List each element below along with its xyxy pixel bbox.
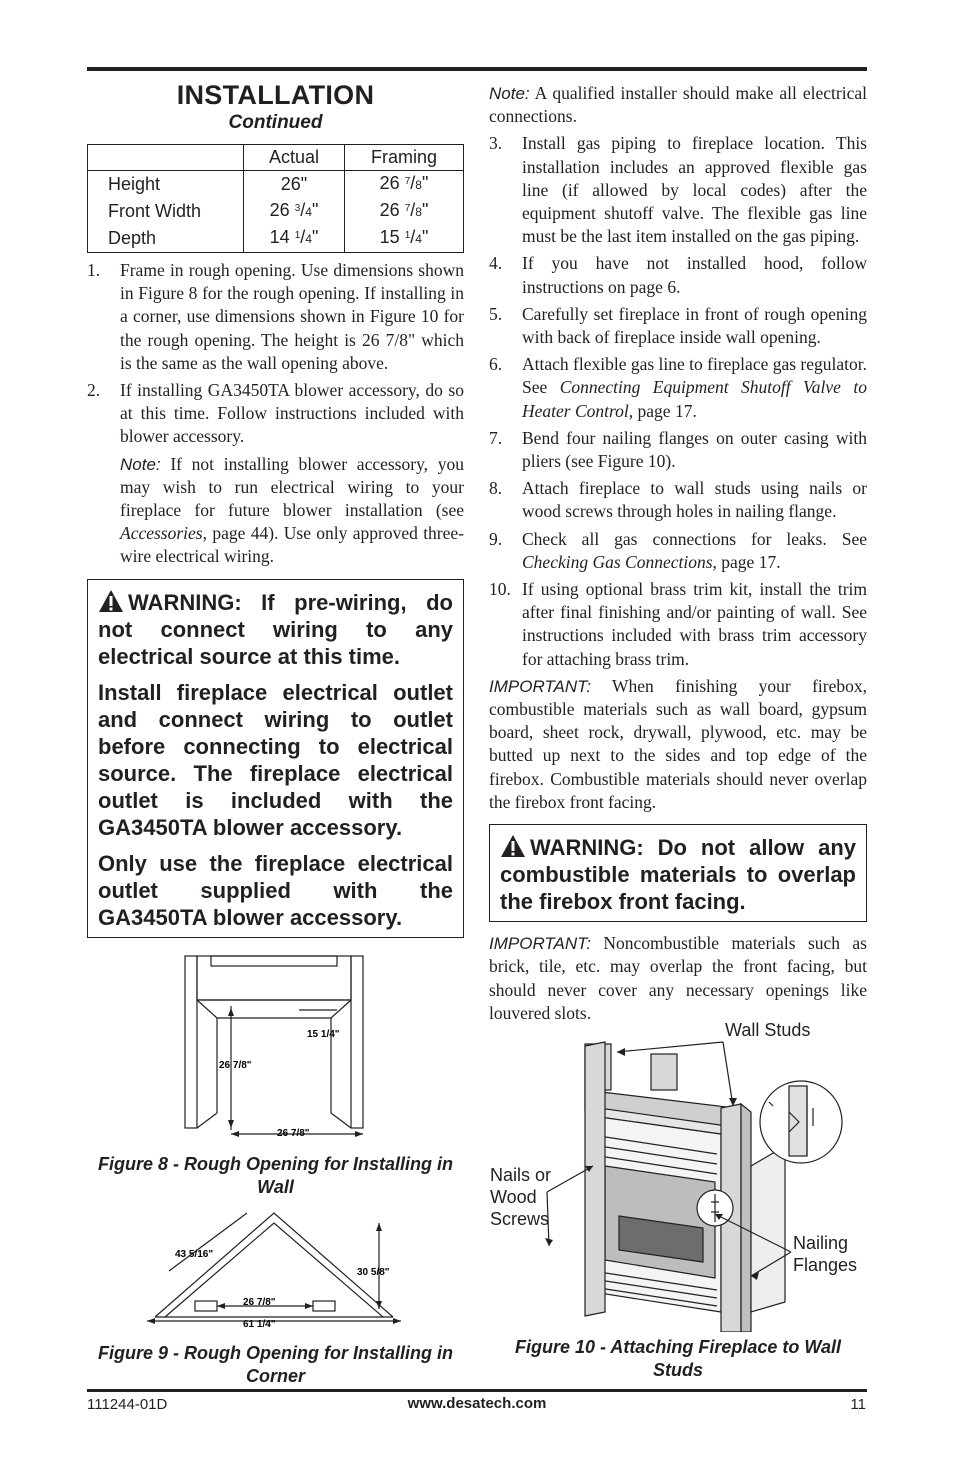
frac-den: 8: [415, 178, 422, 192]
figure-9: [87, 1205, 464, 1385]
cell-actual: 14 $^1$/4": [244, 225, 345, 253]
section-subtitle: Continued: [228, 112, 323, 133]
footer-page-number: 11: [850, 1396, 866, 1413]
right-column: [489, 82, 867, 1029]
cell-actual: 26 $^3$/4": [244, 198, 345, 225]
figure-8: [87, 948, 464, 1198]
important-note-2: [489, 932, 867, 1025]
cell-framing: 15 $^1$/4": [345, 225, 464, 253]
dim-depth-label: 30 5/8": [357, 1267, 390, 1278]
important-label: IMPORTANT:: [489, 934, 591, 954]
list-item: [489, 353, 867, 423]
section-title: INSTALLATION: [176, 80, 375, 110]
footer-website: www.desatech.com: [407, 1395, 547, 1412]
cell-value: 26": [280, 174, 308, 194]
step-number: 7.: [489, 427, 503, 448]
step-text: page 17.: [633, 400, 697, 421]
step-number: 10.: [489, 579, 511, 600]
step-italic: Connecting Equipment Shutoff Valve to Heater Control,: [522, 377, 867, 421]
list-item: [489, 477, 867, 523]
step-text: , page 17.: [712, 551, 781, 572]
step-number: 2.: [87, 380, 101, 401]
list-item: [87, 379, 464, 449]
frac-num: 3: [294, 203, 301, 214]
figure-8-drawing: [87, 948, 464, 1148]
cell-value: 26: [379, 173, 405, 193]
figure-10: [489, 1016, 867, 1386]
note-text: If not installing blower accessory, you may wish to run electrical wiring to your fireplace for future blower installation (see: [120, 453, 464, 521]
frac-den: 4: [305, 232, 312, 246]
warning-box-combustible: [489, 824, 867, 922]
dim-total-label: 61 1/4": [243, 1319, 276, 1330]
frac-num: 1: [294, 230, 301, 241]
figure-9-drawing: [87, 1205, 464, 1330]
figure-10-caption: Figure 10 - Attaching Fireplace to Wall Studs: [514, 1337, 842, 1380]
label-line: Nailing: [793, 1233, 849, 1253]
note-label: Note:: [120, 454, 161, 474]
frac-den: 4: [415, 232, 422, 246]
important-text: Noncombustible materials such as brick, tile, etc. may overlap the front facing, but should never cover any necessary openings like louvered slots.: [489, 933, 867, 1023]
label-line: Flanges: [793, 1255, 858, 1275]
right-steps-list: [489, 132, 867, 670]
row-label: Depth: [88, 225, 244, 253]
label-line: Screws: [490, 1209, 550, 1229]
step-italic: Checking Gas Connections: [522, 551, 713, 572]
row-label: Height: [88, 171, 244, 199]
step-number: 9.: [489, 528, 503, 549]
important-text: When finishing your firebox, combustible materials such as wall board, gypsum board, sheet rock, drywall, plywood, etc. may be butted up next to the sides and top edge of the firebox. Combustible materials should never overlap the firebox front facing.: [489, 675, 867, 812]
table-header-row: [88, 145, 464, 171]
step-text: Carefully set fireplace in front of rough opening with back of fireplace inside wall opening.: [522, 303, 867, 348]
list-item: [489, 303, 867, 349]
cell-value: 14: [269, 227, 295, 247]
table-row: [88, 225, 464, 253]
warning-text: WARNING: Do not allow any combustible materials to overlap the firebox front facing.: [500, 835, 856, 915]
cell-actual: [244, 171, 345, 199]
frac-den: 4: [305, 205, 312, 219]
list-item: [87, 259, 464, 375]
top-rule: [87, 67, 867, 71]
dim-depth-label: 15 1/4": [307, 1029, 340, 1040]
cell-value: 26: [379, 200, 405, 220]
step-text: If you have not installed hood, follow instructions on page 6.: [522, 253, 867, 297]
figure-9-caption: Figure 9 - Rough Opening for Installing in Corner: [98, 1343, 453, 1386]
frac-num: 7: [404, 203, 411, 214]
row-label: Front Width: [88, 198, 244, 225]
table-row: [88, 171, 464, 199]
important-label: IMPORTANT:: [489, 676, 591, 696]
list-item: [489, 578, 867, 671]
list-item: [489, 427, 867, 473]
label-nails: [490, 1164, 551, 1230]
cell-value: 15: [379, 227, 405, 247]
dim-width-label: 26 7/8": [277, 1128, 310, 1139]
table-header-cell: Actual: [244, 145, 345, 171]
cell-framing: 26 $^7$/8": [345, 198, 464, 225]
step-text: If using optional brass trim kit, install the trim after final finishing and/or painting of wall. See instructions included with brass trim accessory for attaching brass trim.: [522, 579, 867, 669]
left-column: [87, 80, 464, 938]
frac-num: 7: [404, 176, 411, 187]
footer-part-number: 111244-01D: [87, 1396, 168, 1413]
step-text: Attach flexible gas line to fireplace gas regulator. See: [522, 354, 868, 398]
left-steps-list: [87, 259, 464, 449]
list-item: [489, 252, 867, 298]
cell-framing: 26 $^7$/8": [345, 171, 464, 199]
step-text: Attach fireplace to wall studs using nails or wood screws through holes in nailing flange.: [522, 478, 867, 522]
step-text: Check all gas connections for leaks. See: [522, 528, 867, 549]
warning-box-prewiring: [87, 579, 464, 938]
label-line: Wood: [490, 1187, 537, 1207]
step-text: If installing GA3450TA blower accessory, do so at this time. Follow instructions included with blower accessory.: [120, 380, 464, 447]
warning-triangle-icon: [500, 834, 526, 858]
label-wall-studs: Wall Studs: [725, 1020, 811, 1040]
important-note-1: [489, 675, 867, 814]
list-item: [489, 528, 867, 574]
step-number: 5.: [489, 303, 503, 324]
bottom-rule: [87, 1389, 867, 1392]
dimensions-table: [87, 144, 464, 253]
table-header-cell: [88, 145, 244, 171]
step-text: Bend four nailing flanges on outer casing with pliers (see Figure 10).: [522, 427, 867, 472]
step-number: 8.: [489, 478, 503, 499]
figure-8-caption: Figure 8 - Rough Opening for Installing in Wall: [98, 1154, 453, 1197]
note-italic: Accessories,: [120, 523, 207, 544]
step-number: 3.: [489, 133, 503, 154]
frac-den: 8: [415, 205, 422, 219]
note-label: Note:: [489, 84, 530, 103]
frac-num: 1: [404, 230, 411, 241]
cell-value: 26: [269, 200, 295, 220]
step-number: 1.: [87, 260, 101, 280]
dim-inner-label: 26 7/8": [243, 1297, 276, 1308]
left-note: [87, 453, 464, 569]
warning-paragraph: [500, 834, 856, 915]
right-note: [489, 82, 867, 128]
label-line: Nails or: [490, 1165, 552, 1185]
warning-text: WARNING: If pre-wiring, do not connect wiring to any electrical source at this time.: [98, 589, 453, 669]
warning-triangle-icon: [98, 589, 124, 613]
table-header-cell: Framing: [345, 145, 464, 171]
table-row: [88, 198, 464, 225]
list-item: [489, 132, 867, 248]
warning-paragraph: Install fireplace electrical outlet and connect wiring to outlet before connecting to electrical source. The fireplace electrical outlet is included with the GA3450TA blower accessory.: [98, 679, 453, 840]
dim-height-label: 26 7/8": [219, 1060, 252, 1071]
note-text: A qualified installer should make all electrical connections.: [489, 83, 867, 127]
warning-paragraph: [98, 589, 453, 670]
step-text: Frame in rough opening. Use dimensions shown in Figure 8 for the rough opening. If installing in a corner, use dimensions shown in Figure 10 for the rough opening. The height is 26 7/8" which is the same as the wall opening above.: [120, 260, 464, 373]
step-text: Install gas piping to fireplace location. This installation includes an approved flexible gas line (if allowed by local codes) after the equipment shutoff valve. The flexible gas line must be the last item installed on the gas piping.: [522, 133, 867, 247]
note-text: page 44). Use only approved three-wire electrical wiring.: [120, 523, 464, 567]
step-number: 4.: [489, 253, 503, 274]
step-number: 6.: [489, 354, 503, 375]
dim-side-label: 43 5/16": [175, 1249, 214, 1260]
warning-paragraph: Only use the fireplace electrical outlet supplied with the GA3450TA blower accessory.: [98, 850, 453, 930]
label-nailing-flanges: [793, 1232, 857, 1276]
